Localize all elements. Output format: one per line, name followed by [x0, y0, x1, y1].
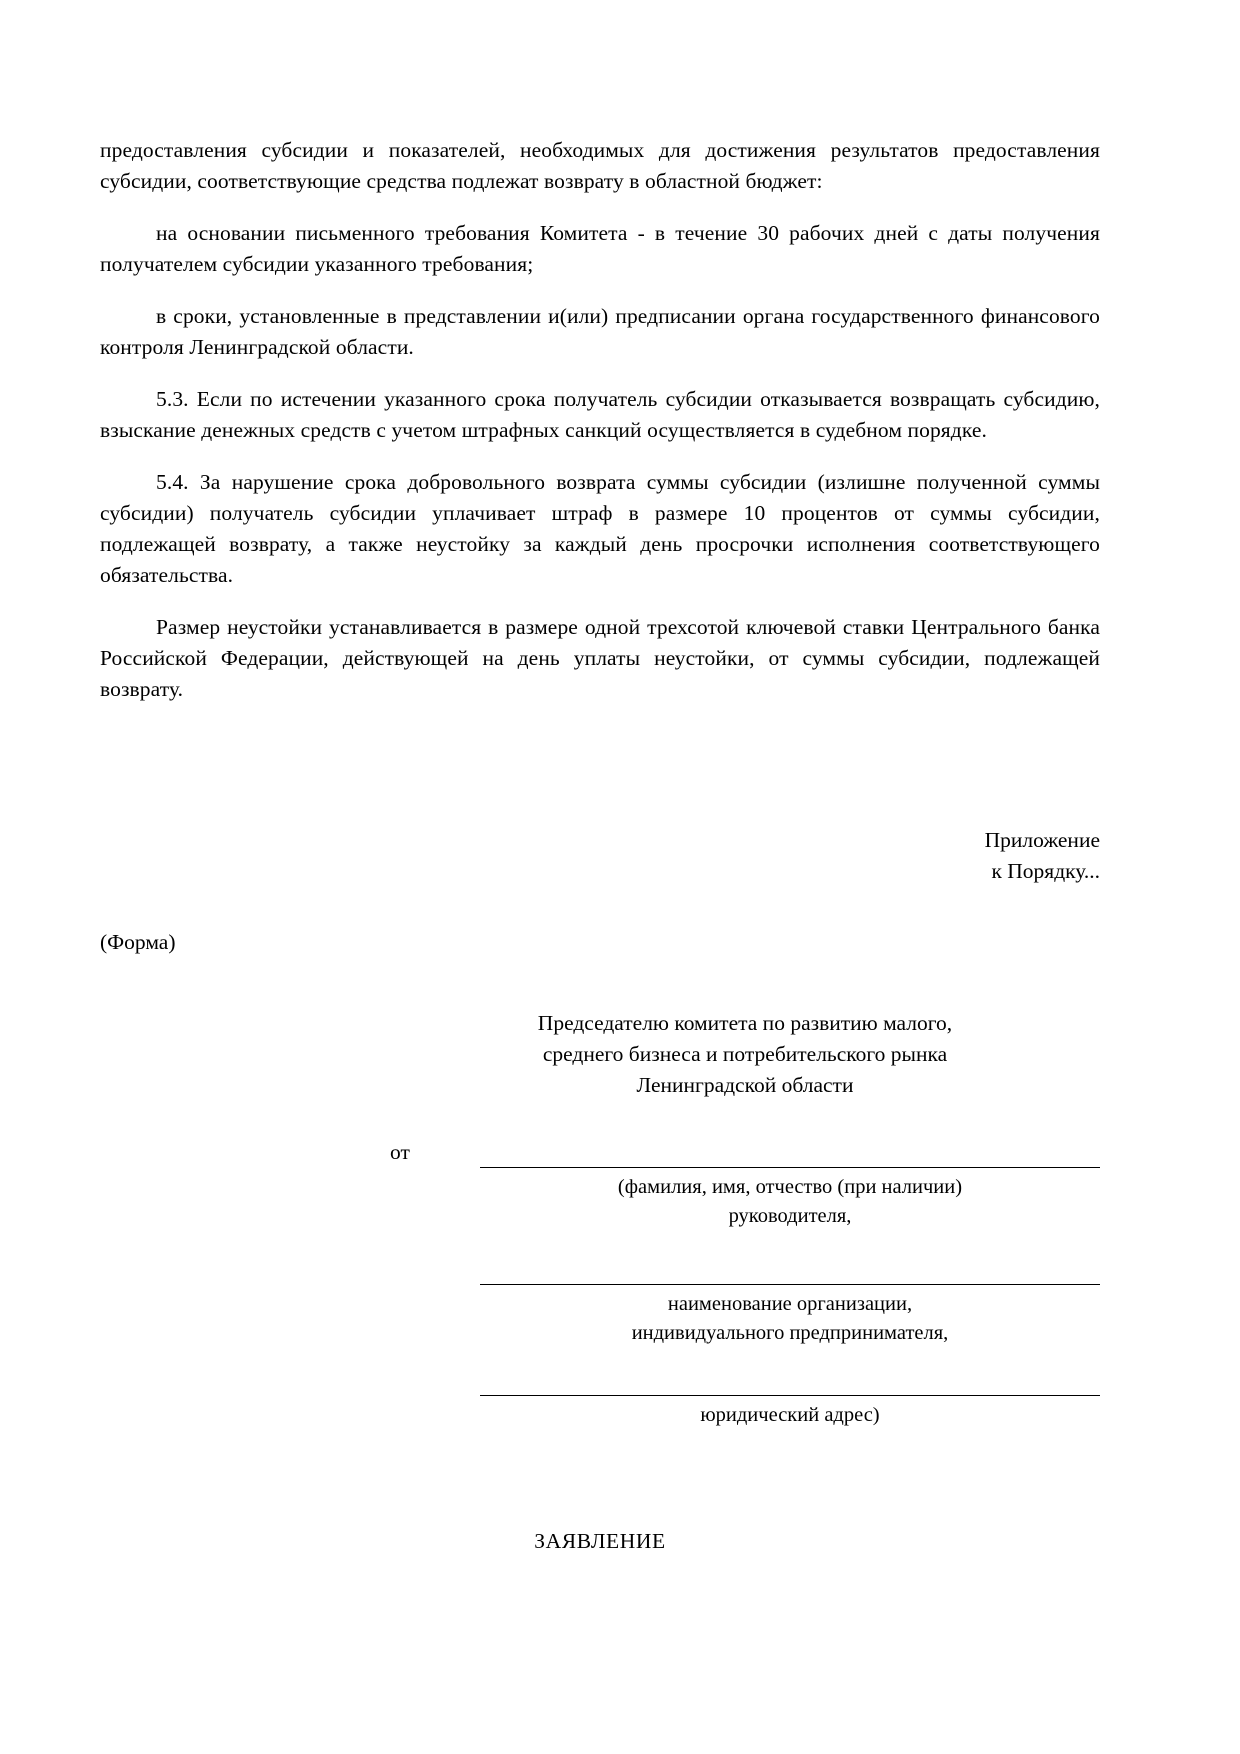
paragraph-gap	[100, 446, 1100, 467]
legal-address-caption-line-1: юридический адрес)	[700, 1404, 880, 1426]
from-label: от	[390, 1140, 410, 1164]
applicant-name-input[interactable]	[480, 1141, 1100, 1168]
appendix-line-title: Приложение	[984, 828, 1100, 852]
form-fields-area	[100, 1137, 1100, 1430]
document-title: ЗАЯВЛЕНИЕ	[534, 1529, 666, 1553]
paragraph-continuation: предоставления субсидии и показателей, необходимых для достижения результатов предоставления субсидии, соответствующие средства подлежат возврату в областной бюджет:	[100, 138, 1100, 193]
paragraph-gap	[100, 197, 1100, 218]
field-gap	[390, 1348, 1100, 1394]
paragraph-penalty-rate: Размер неустойки устанавливается в размере одной трехсотой ключевой ставки Центрального банка Российской Федерации, действующей на день уплаты неустойки, от суммы субсидии, подлежащей возврату.	[100, 615, 1100, 701]
paragraph-clause-5-4: 5.4. За нарушение срока добровольного возврата суммы субсидии (излишне полученной суммы субсидии) получатель субсидии уплачивает штраф в размере 10 процентов от суммы субсидии, подлежащей возврату, а также неустойку за каждый день просрочки исполнения соответствующего обязательства.	[100, 470, 1100, 587]
addressee-line-2: среднего бизнеса и потребительского рынка	[542, 1042, 948, 1066]
addressee-line-1: Председателю комитета по развитию малого,	[537, 1011, 953, 1035]
addressee-line-3: Ленинградской области	[636, 1073, 854, 1097]
form-marker: (Форма)	[100, 930, 176, 954]
appendix-line-order: к Порядку...	[991, 859, 1100, 883]
paragraph-clause-5-3: 5.3. Если по истечении указанного срока получатель субсидии отказывается возвращать субсидию, взыскание денежных средств с учетом штрафных санкций осуществляется в судебном порядке.	[100, 387, 1100, 442]
addressee-block	[100, 1008, 1100, 1101]
applicant-name-row	[390, 1137, 1100, 1168]
legal-address-caption	[480, 1396, 1100, 1430]
paragraph-gap	[100, 280, 1100, 301]
document-body	[100, 135, 1100, 705]
paragraph-deadlines: в сроки, установленные в представлении и(или) предписании органа государственного финансового контроля Ленинградской области.	[100, 304, 1100, 359]
organization-caption-line-2: индивидуального предпринимателя,	[631, 1322, 949, 1344]
applicant-caption-line-2: руководителя,	[728, 1205, 852, 1227]
paragraph-gap	[100, 363, 1100, 384]
appendix-reference	[100, 825, 1100, 887]
organization-caption-line-1: наименование организации,	[667, 1293, 913, 1315]
applicant-name-caption	[480, 1168, 1100, 1231]
paragraph-gap	[100, 591, 1100, 612]
organization-name-caption	[480, 1285, 1100, 1348]
paragraph-written-demand: на основании письменного требования Комитета - в течение 30 рабочих дней с даты получения получателем субсидии указанного требования;	[100, 221, 1100, 276]
field-gap	[390, 1231, 1100, 1283]
applicant-caption-line-1: (фамилия, имя, отчество (при наличии)	[617, 1176, 963, 1198]
